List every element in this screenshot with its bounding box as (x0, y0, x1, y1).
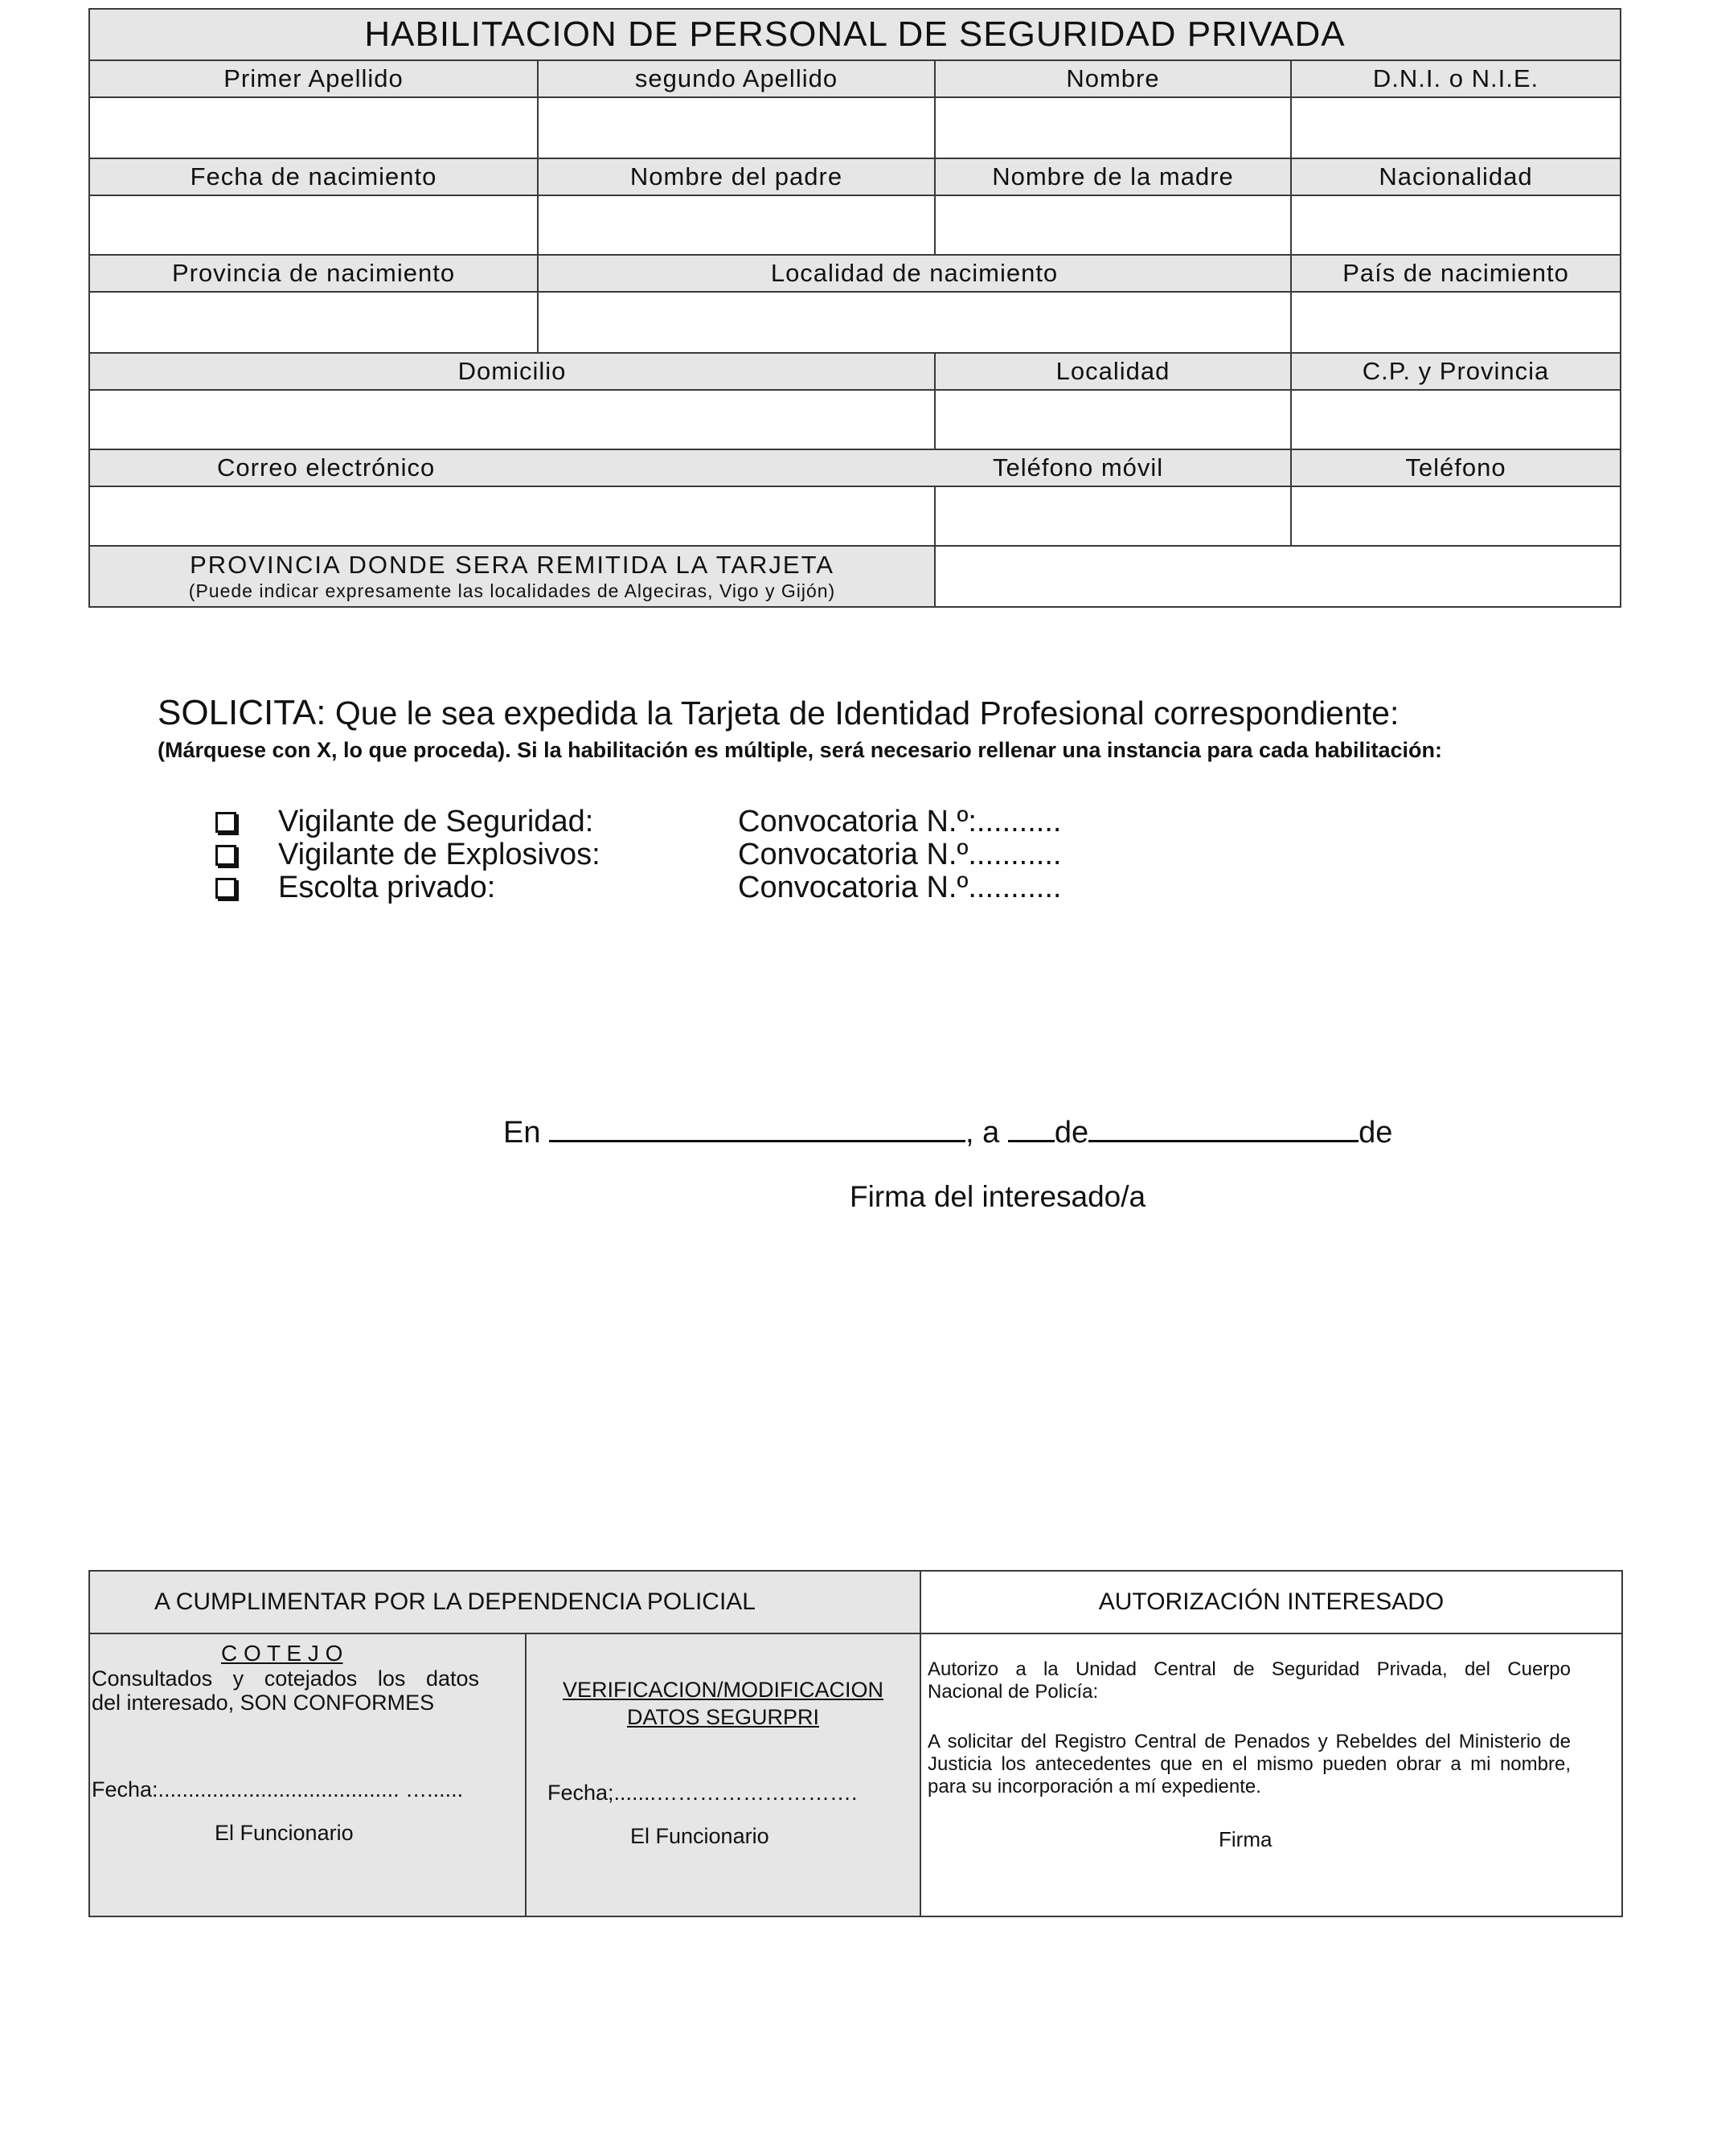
field-domicilio[interactable] (89, 390, 935, 449)
date-place-line (503, 1111, 1392, 1150)
police-header-text: A CUMPLIMENTAR POR LA DEPENDENCIA POLICIAL (154, 1588, 756, 1615)
label-provincia-nacimiento: Provincia de nacimiento (89, 255, 538, 292)
police-header (90, 1572, 921, 1634)
autorizacion-header (921, 1572, 1621, 1634)
habilitacion-options (215, 805, 1061, 904)
field-provincia-nacimiento[interactable] (89, 292, 538, 353)
verificacion-funcionario: El Funcionario (630, 1824, 769, 1848)
firma-interesado-label: Firma del interesado/a (850, 1180, 1146, 1213)
place-blank[interactable] (549, 1111, 965, 1142)
field-dni-nie[interactable] (1291, 97, 1621, 158)
cotejo-title: C O T E J O (221, 1641, 343, 1666)
option-label: Vigilante de Explosivos: (278, 838, 600, 871)
label-domicilio: Domicilio (89, 353, 935, 390)
form-title: HABILITACION DE PERSONAL DE SEGURIDAD PRIVADA (89, 9, 1621, 60)
label-fecha-nacimiento: Fecha de nacimiento (89, 158, 538, 195)
field-nombre[interactable] (935, 97, 1291, 158)
field-localidad[interactable] (935, 390, 1291, 449)
solicita-keyword: SOLICITA: (158, 693, 326, 732)
label-nombre-madre: Nombre de la madre (935, 158, 1291, 195)
date-de-label-2: de (1359, 1116, 1393, 1150)
field-nacionalidad[interactable] (1291, 195, 1621, 255)
label-telefono-movil: Teléfono móvil (993, 453, 1164, 482)
provincia-remision-note: (Puede indicar expresamente las localidades de Algeciras, Vigo y Gijón) (188, 580, 836, 601)
solicita-heading (158, 693, 1442, 733)
autorizacion-firma: Firma (1219, 1827, 1273, 1851)
cotejo-line-1: Consultados y cotejados los datos (92, 1666, 479, 1691)
checkbox-escolta-privado[interactable] (215, 878, 236, 899)
date-de-label: de (1054, 1116, 1089, 1150)
autorizacion-box (921, 1634, 1621, 1916)
solicita-text: Que le sea expedida la Tarjeta de Identidad Profesional correspondiente: (326, 695, 1400, 732)
label-primer-apellido: Primer Apellido (89, 60, 538, 97)
autorizacion-p2-line-3: para su incorporación a mí expediente. (928, 1776, 1261, 1797)
field-provincia-remision[interactable] (935, 546, 1621, 607)
field-fecha-nacimiento[interactable] (89, 195, 538, 255)
option-label: Escolta privado: (278, 871, 496, 904)
option-convocatoria: Convocatoria N.º........... (738, 838, 1062, 871)
option-escolta-privado (215, 871, 1061, 904)
field-pais-nacimiento[interactable] (1291, 292, 1621, 353)
field-cp-provincia[interactable] (1291, 390, 1621, 449)
checkbox-vigilante-explosivos[interactable] (215, 845, 236, 866)
autorizacion-p1-line-2: Nacional de Policía: (928, 1681, 1099, 1703)
label-localidad-nacimiento: Localidad de nacimiento (538, 255, 1291, 292)
field-nombre-madre[interactable] (935, 195, 1291, 255)
field-localidad-nacimiento[interactable] (538, 292, 1291, 353)
field-telefono-movil[interactable] (935, 486, 1291, 546)
label-dni-nie: D.N.I. o N.I.E. (1291, 60, 1621, 97)
day-blank[interactable] (1008, 1111, 1055, 1142)
personal-data-form (88, 8, 1621, 608)
option-label: Vigilante de Seguridad: (278, 805, 594, 838)
police-section (88, 1570, 1623, 1917)
field-segundo-apellido[interactable] (538, 97, 935, 158)
label-cp-provincia: C.P. y Provincia (1291, 353, 1621, 390)
cotejo-box (90, 1634, 527, 1916)
autorizacion-p2-line-1: A solicitar del Registro Central de Penados y Rebeldes del Ministerio de (928, 1731, 1571, 1752)
field-correo-electronico[interactable] (89, 486, 935, 546)
label-nombre: Nombre (935, 60, 1291, 97)
option-vigilante-explosivos (215, 838, 1061, 871)
label-correo-electronico: Correo electrónico (217, 453, 436, 482)
verificacion-fecha[interactable]: Fecha;.......………………………. (547, 1781, 858, 1805)
field-telefono[interactable] (1291, 486, 1621, 546)
cotejo-line-2: del interesado, SON CONFORMES (92, 1691, 435, 1715)
verificacion-title-1: VERIFICACION/MODIFICACION (562, 1678, 883, 1702)
label-correo-movil (89, 449, 1291, 486)
autorizacion-p2-line-2: Justicia los antecedentes que en el mismo pueden obrar a mi nombre, (928, 1753, 1571, 1775)
label-pais-nacimiento: País de nacimiento (1291, 255, 1621, 292)
label-nombre-padre: Nombre del padre (538, 158, 935, 195)
solicita-section (158, 693, 1442, 763)
label-provincia-remision (89, 546, 935, 607)
label-segundo-apellido: segundo Apellido (538, 60, 935, 97)
solicita-note: (Márquese con X, lo que proceda). Si la habilitación es múltiple, será necesario rellenar una instancia para cada habilitación: (158, 738, 1442, 762)
checkbox-vigilante-seguridad[interactable] (215, 812, 236, 833)
label-nacionalidad: Nacionalidad (1291, 158, 1621, 195)
field-nombre-padre[interactable] (538, 195, 935, 255)
date-en-label: En (503, 1116, 541, 1150)
option-vigilante-seguridad (215, 805, 1061, 838)
provincia-remision-title: PROVINCIA DONDE SERA REMITIDA LA TARJETA (190, 551, 834, 579)
option-convocatoria: Convocatoria N.º........... (738, 871, 1062, 904)
cotejo-funcionario: El Funcionario (215, 1821, 354, 1845)
month-blank[interactable] (1088, 1111, 1359, 1142)
label-localidad: Localidad (935, 353, 1291, 390)
field-primer-apellido[interactable] (89, 97, 538, 158)
option-convocatoria: Convocatoria N.º:.......... (738, 805, 1062, 838)
cotejo-fecha[interactable]: Fecha:........................................ …...... (92, 1777, 464, 1801)
autorizacion-p1-line-1: Autorizo a la Unidad Central de Seguridad Privada, del Cuerpo (928, 1658, 1571, 1680)
date-a-label: , a (965, 1116, 1000, 1150)
verificacion-box (527, 1634, 921, 1916)
label-telefono: Teléfono (1291, 449, 1621, 486)
verificacion-title-2: DATOS SEGURPRI (626, 1705, 820, 1729)
autorizacion-header-text: AUTORIZACIÓN INTERESADO (1098, 1588, 1445, 1615)
